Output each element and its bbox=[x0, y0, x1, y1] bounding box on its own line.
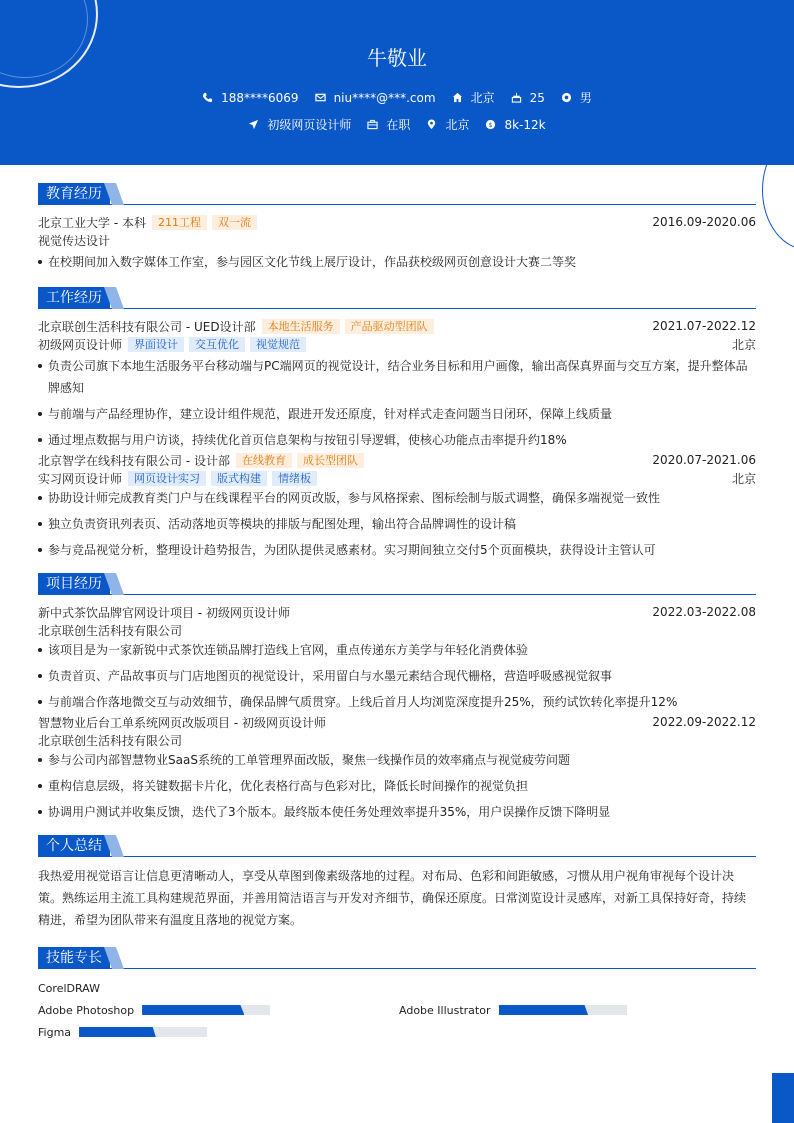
phone-icon bbox=[202, 92, 213, 103]
summary-text bbox=[38, 865, 756, 931]
section-header bbox=[38, 835, 756, 857]
send-icon bbox=[248, 119, 259, 130]
company-tag: 本地生活服务 bbox=[262, 319, 340, 334]
skill-row bbox=[38, 1021, 756, 1043]
projects-section bbox=[38, 573, 756, 823]
gender-info bbox=[561, 89, 592, 106]
skill-bar-fill bbox=[79, 1027, 156, 1037]
job-bullets bbox=[38, 487, 756, 561]
role-tag: 界面设计 bbox=[128, 337, 184, 352]
job-bullets bbox=[38, 355, 756, 451]
city-info bbox=[452, 89, 495, 106]
bullet-item: 与前端合作落地微交互与动效细节，确保品牌气质贯穿。上线后首月人均浏览深度提升25%，预约试饮转化率提升12% bbox=[38, 691, 756, 713]
gender-text: 男 bbox=[579, 91, 592, 105]
bullet-item: 与前端与产品经理协作，建立设计组件规范，跟进开发还原度，针对样式走查问题当日闭环，保障上线质量 bbox=[38, 403, 756, 425]
section-header bbox=[38, 573, 756, 595]
job-city: 北京 bbox=[731, 471, 756, 486]
age-text: 25 bbox=[529, 90, 545, 105]
bullet-item: 通过埋点数据与用户访谈，持续优化首页信息架构与按钮引导逻辑，使核心功能点击率提升约18% bbox=[38, 429, 756, 451]
summary-line: 我热爱用视觉语言让信息更清晰动人，享受从草图到像素级落地的过程。对布局、色彩和间距敏感，习惯从用户视角审视每个设计决 bbox=[38, 869, 735, 883]
skill-name: Adobe Illustrator bbox=[399, 1003, 491, 1017]
school-tag: 双一流 bbox=[212, 215, 257, 230]
job-intent-row bbox=[0, 116, 794, 133]
target-job-text: 初级网页设计师 bbox=[267, 118, 352, 132]
section-title: 教育经历 bbox=[38, 183, 110, 205]
mail-icon bbox=[315, 92, 326, 103]
project-name: 新中式茶饮品牌官网设计项目 - 初级网页设计师 bbox=[38, 605, 290, 620]
education-bullets bbox=[38, 251, 756, 273]
section-title: 技能专长 bbox=[38, 947, 110, 969]
role-tag: 情绪板 bbox=[272, 471, 317, 486]
bullet-item: 参与竞品视觉分析，整理设计趋势报告，为团队提供灵感素材。实习期间独立交付5个页面模块，获得设计主管认可 bbox=[38, 539, 756, 561]
decor-corner-block bbox=[772, 1073, 794, 1123]
bullet-continuation: 牌感知 bbox=[48, 381, 85, 395]
job-company-row bbox=[38, 317, 756, 335]
bullet-item: 负责公司旗下本地生活服务平台移动端与PC端网页的视觉设计，结合业务目标和用户画像，输出高保真界面与交互方案，提升整体品 bbox=[38, 355, 756, 377]
project-row bbox=[38, 713, 756, 731]
phone-info bbox=[202, 89, 298, 106]
education-section bbox=[38, 183, 756, 273]
job-date: 2021.07-2022.12 bbox=[652, 319, 756, 333]
project-company: 北京联创生活科技有限公司 bbox=[38, 623, 183, 638]
home-icon bbox=[452, 92, 463, 103]
project-row bbox=[38, 603, 756, 621]
school-tag: 211工程 bbox=[152, 215, 207, 230]
phone-text: 188****6069 bbox=[221, 90, 299, 105]
contact-row bbox=[0, 89, 794, 106]
location-icon bbox=[426, 119, 437, 130]
role-tag: 视觉规范 bbox=[250, 337, 306, 352]
job-role: 实习网页设计师 bbox=[38, 471, 123, 486]
education-date: 2016.09-2020.06 bbox=[652, 215, 756, 229]
skill-bar-fill bbox=[499, 1005, 589, 1015]
cake-icon bbox=[511, 92, 522, 103]
resume-header bbox=[0, 0, 794, 165]
bullet-item: 独立负责资讯列表页、活动落地页等模块的排版与配图处理，输出符合品牌调性的设计稿 bbox=[38, 513, 756, 535]
bullet-item: 在校期间加入数字媒体工作室，参与园区文化节线上展厅设计，作品获校级网页创意设计大赛二等奖 bbox=[38, 251, 756, 273]
school-name: 北京工业大学 - 本科 bbox=[38, 215, 146, 230]
briefcase-icon bbox=[367, 119, 378, 130]
section-title: 项目经历 bbox=[38, 573, 110, 595]
email-info bbox=[315, 89, 436, 106]
status-text: 在职 bbox=[386, 118, 411, 132]
project-bullets bbox=[38, 749, 756, 823]
bullet-item: 参与公司内部智慧物业SaaS系统的工单管理界面改版，聚焦一线操作员的效率痛点与视觉疲劳问题 bbox=[38, 749, 756, 771]
age-info bbox=[511, 89, 545, 106]
summary-line: 精进，希望为团队带来有温度且落地的视觉方案。 bbox=[38, 913, 303, 927]
job-city: 北京 bbox=[731, 337, 756, 352]
skill-row bbox=[38, 977, 756, 999]
target-city-info bbox=[426, 116, 469, 133]
job-role-row bbox=[38, 335, 756, 353]
gender-icon bbox=[561, 92, 572, 103]
bullet-item: 重构信息层级，将关键数据卡片化，优化表格行高与色彩对比，降低长时间操作的视觉负担 bbox=[38, 775, 756, 797]
summary-section bbox=[38, 835, 756, 931]
resume-body bbox=[38, 183, 756, 1055]
salary-text: 8k-12k bbox=[504, 117, 546, 132]
email-text: niu****@***.com bbox=[333, 90, 436, 105]
section-header bbox=[38, 287, 756, 309]
bullet-item: 该项目是为一家新锐中式茶饮连锁品牌打造线上官网，重点传递东方美学与年轻化消费体验 bbox=[38, 639, 756, 661]
company-name: 北京联创生活科技有限公司 - UED设计部 bbox=[38, 319, 256, 334]
money-icon bbox=[485, 119, 496, 130]
section-header bbox=[38, 947, 756, 969]
bullet-item: 负责首页、产品故事页与门店地图页的视觉设计，采用留白与水墨元素结合现代栅格，营造呼吸感视觉叙事 bbox=[38, 665, 756, 687]
candidate-name: 牛敬业 bbox=[367, 46, 427, 70]
skills-section bbox=[38, 947, 756, 1043]
salary-info bbox=[485, 116, 545, 133]
skill-bar-fill bbox=[142, 1005, 244, 1015]
job-company-row bbox=[38, 451, 756, 469]
skill-name: Figma bbox=[38, 1025, 72, 1039]
skill-name: Adobe Photoshop bbox=[38, 1003, 135, 1017]
project-company-row bbox=[38, 731, 756, 749]
major-row bbox=[38, 231, 756, 249]
project-company-row bbox=[38, 621, 756, 639]
project-name: 智慧物业后台工单系统网页改版项目 - 初级网页设计师 bbox=[38, 715, 326, 730]
svg-text:$: $ bbox=[488, 120, 493, 129]
education-row bbox=[38, 213, 756, 231]
company-name: 北京智学在线科技有限公司 - 设计部 bbox=[38, 453, 230, 468]
job-role: 初级网页设计师 bbox=[38, 337, 123, 352]
skill-name: CorelDRAW bbox=[38, 981, 100, 995]
company-tag: 成长型团队 bbox=[297, 453, 364, 468]
bullet-item: 协调用户测试并收集反馈，迭代了3个版本。最终版本使任务处理效率提升35%，用户误操作反馈下降明显 bbox=[38, 801, 756, 823]
skill-bar bbox=[79, 1027, 207, 1037]
section-title: 个人总结 bbox=[38, 835, 110, 857]
work-section bbox=[38, 287, 756, 561]
project-bullets bbox=[38, 639, 756, 713]
summary-line: 策。熟练运用主流工具构建规范界面，并善用简洁语言与开发对齐细节，确保还原度。日常浏览设计灵感库，对新工具保持好奇，持续 bbox=[38, 891, 747, 905]
project-date: 2022.09-2022.12 bbox=[652, 715, 756, 729]
job-role-row bbox=[38, 469, 756, 487]
bullet-item: 协助设计师完成教育类门户与在线课程平台的网页改版，参与风格探索、图标绘制与版式调整，确保多端视觉一致性 bbox=[38, 487, 756, 509]
major-name: 视觉传达设计 bbox=[38, 233, 111, 248]
status-info bbox=[367, 116, 410, 133]
company-tag: 在线教育 bbox=[236, 453, 292, 468]
city-text: 北京 bbox=[470, 91, 495, 105]
company-tag: 产品驱动型团队 bbox=[345, 319, 434, 334]
role-tag: 交互优化 bbox=[189, 337, 245, 352]
role-tag: 网页设计实习 bbox=[128, 471, 206, 486]
target-city-text: 北京 bbox=[445, 118, 470, 132]
project-date: 2022.03-2022.08 bbox=[652, 605, 756, 619]
target-job-info bbox=[248, 116, 351, 133]
project-company: 北京联创生活科技有限公司 bbox=[38, 733, 183, 748]
section-title: 工作经历 bbox=[38, 287, 110, 309]
skill-bar bbox=[142, 1005, 270, 1015]
role-tag: 版式构建 bbox=[211, 471, 267, 486]
section-header bbox=[38, 183, 756, 205]
job-date: 2020.07-2021.06 bbox=[652, 453, 756, 467]
skill-bar bbox=[499, 1005, 627, 1015]
skill-row bbox=[38, 999, 756, 1021]
